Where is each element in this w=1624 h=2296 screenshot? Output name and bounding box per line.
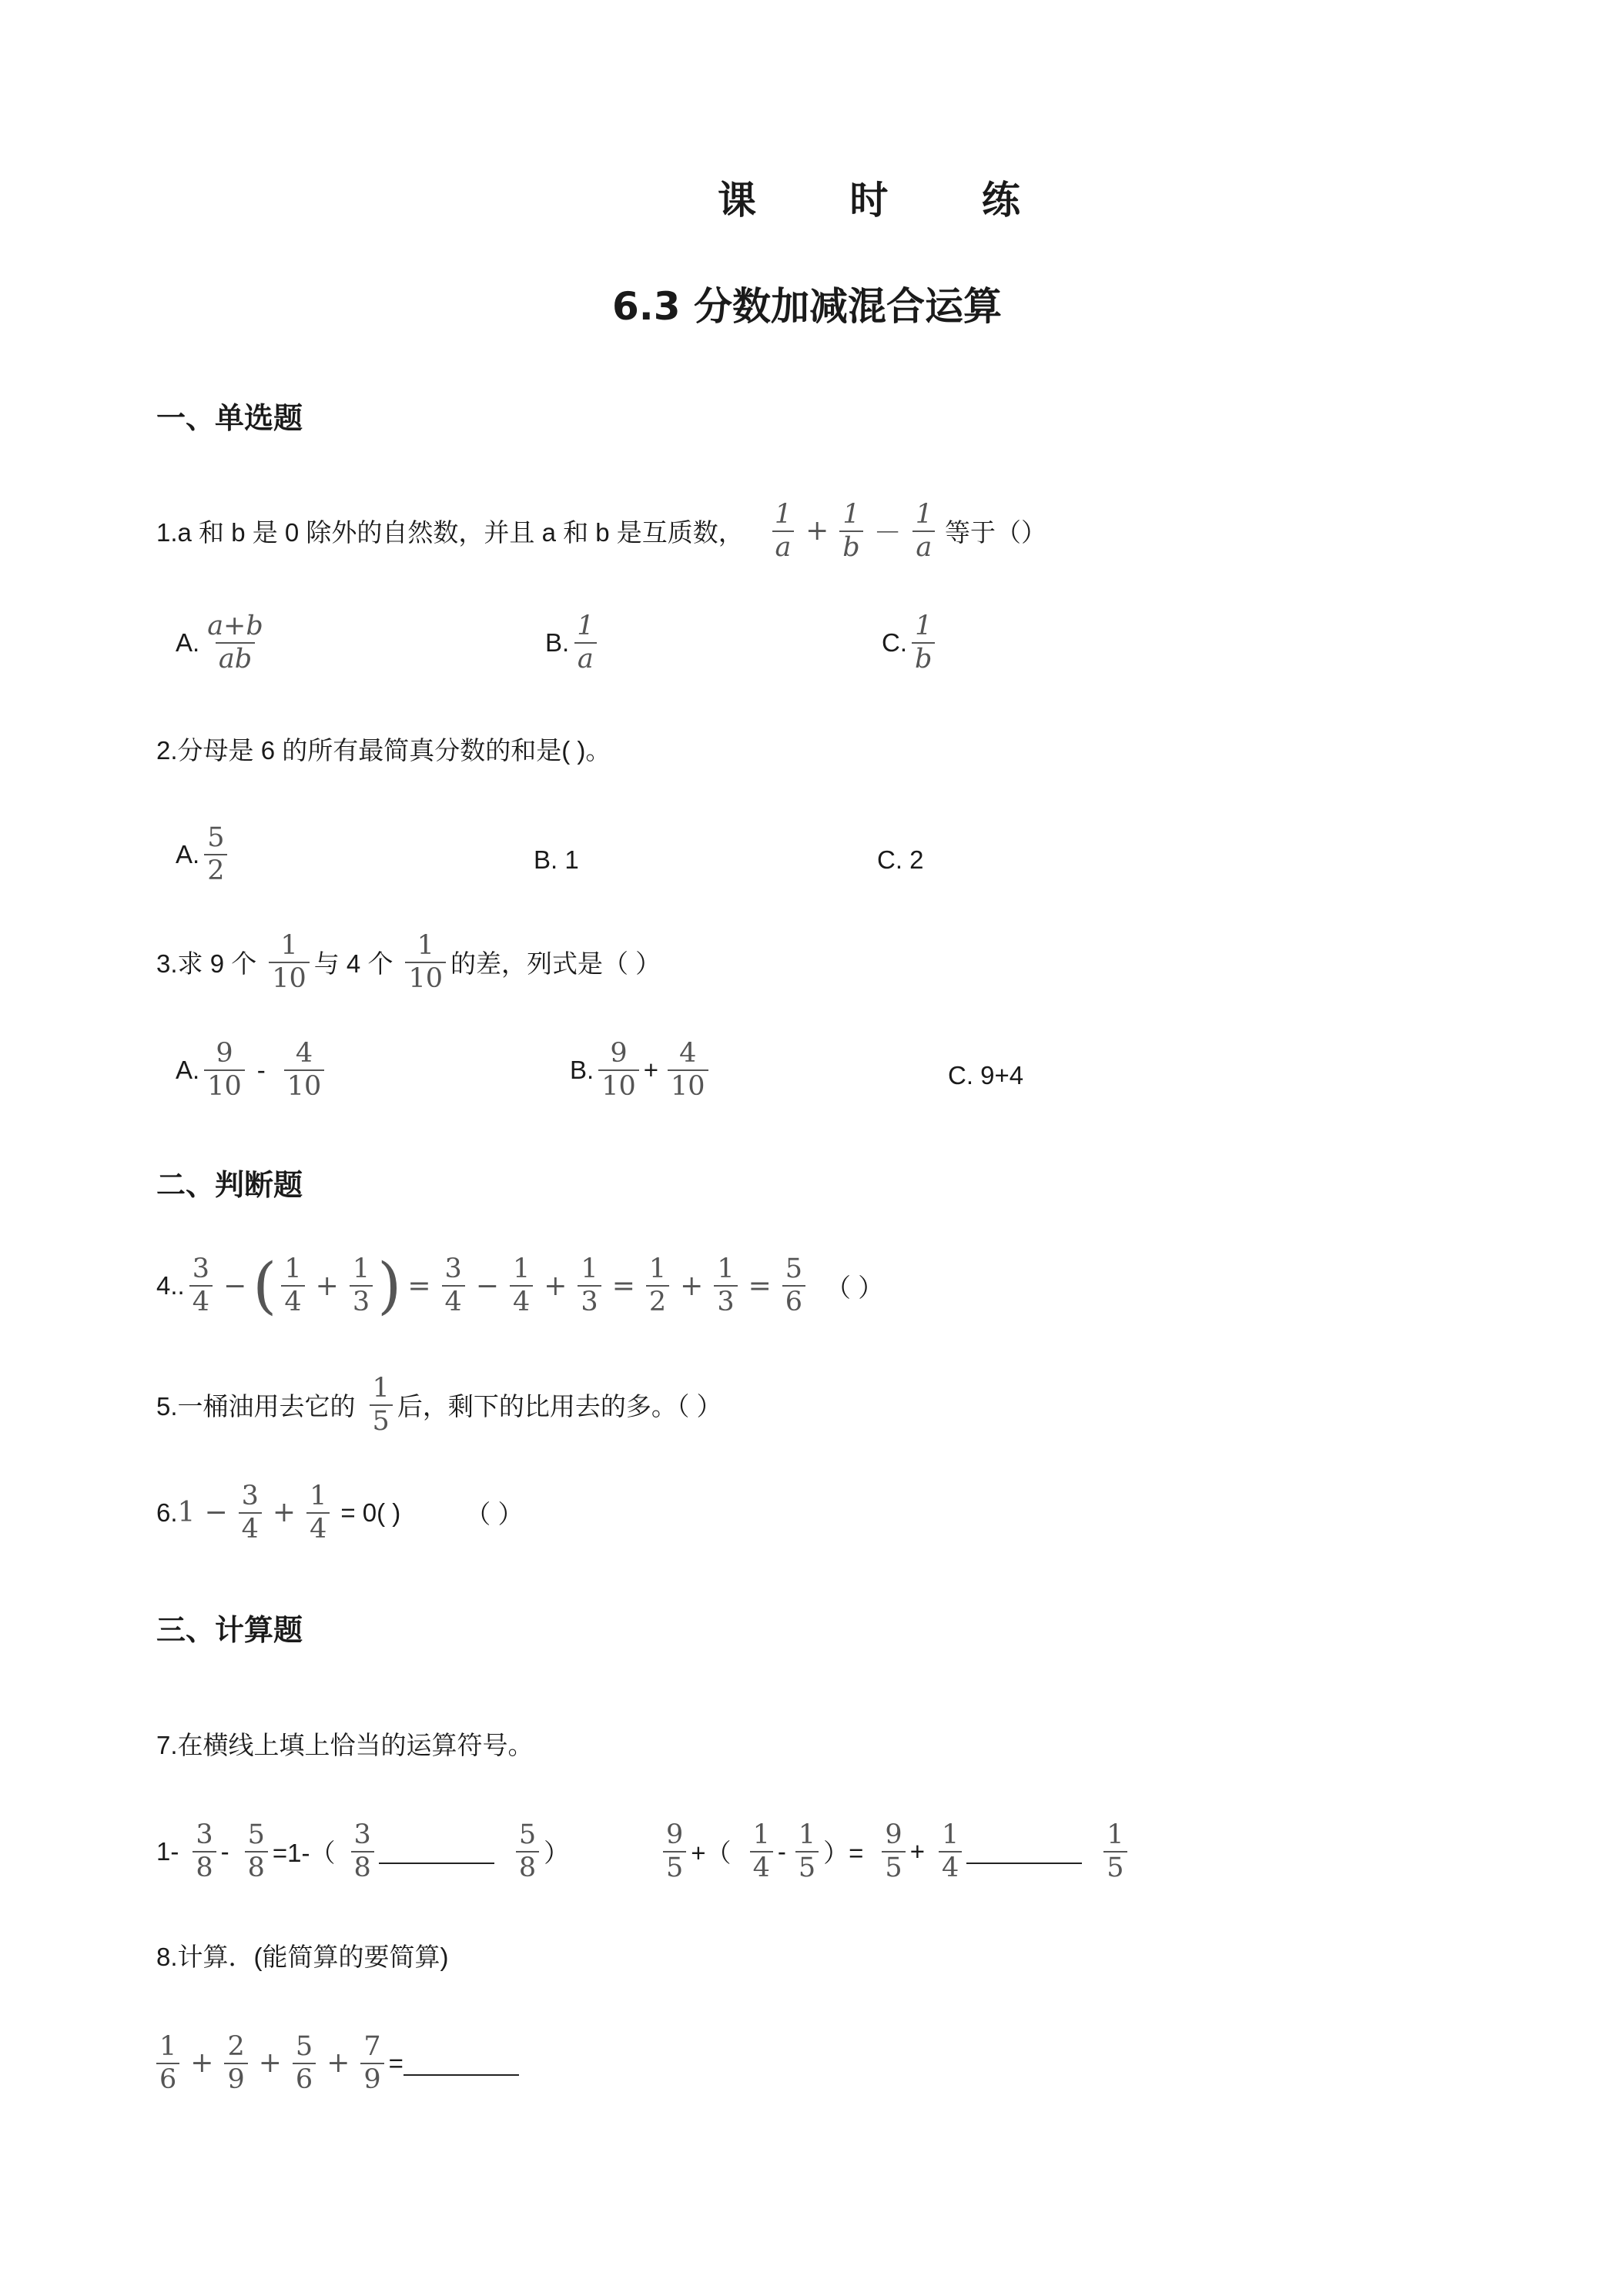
- q7-left-frac-5-8-b: $\frac{5}{8}$: [516, 1821, 539, 1883]
- q7-left-frac-5-8: $\frac{5}{8}$: [245, 1821, 268, 1883]
- question-4: [156, 1250, 884, 1321]
- q1-option-b-label: B.: [545, 628, 570, 657]
- q4-frac-5-6: $\frac{5}{6}$: [782, 1255, 805, 1317]
- q7-right-frac-1-5-b: $\frac{1}{5}$: [1103, 1821, 1127, 1883]
- question-7: 7.在横线上填上恰当的运算符号。: [156, 1731, 534, 1759]
- q1-option-c[interactable]: [882, 612, 939, 674]
- q1-option-a-label: A.: [176, 628, 200, 657]
- q4-frac-1-2: $\frac{1}{2}$: [646, 1255, 669, 1317]
- q6-frac-1-4: $\frac{1}{4}$: [306, 1482, 330, 1544]
- q7-right-close: ）=: [823, 1839, 864, 1868]
- q7-right-frac-9-5-b: $\frac{9}{5}$: [882, 1821, 905, 1883]
- q1-minus: －: [873, 517, 902, 550]
- q4-frac-1-3: $\frac{1}{3}$: [350, 1255, 373, 1317]
- q1-option-c-label: C.: [882, 628, 907, 657]
- q4-right-paren: ): [377, 1250, 402, 1321]
- q6-plus: +: [272, 1497, 296, 1529]
- q7-right-frac-1-4: $\frac{1}{4}$: [750, 1821, 773, 1883]
- q4-plus: +: [315, 1270, 339, 1302]
- question-3: [156, 932, 661, 993]
- q6-one: 1: [177, 1497, 196, 1529]
- question-6-label: 6.: [156, 1498, 178, 1527]
- q7-right-frac-1-4-b: $\frac{1}{4}$: [939, 1821, 962, 1883]
- q7-left-expression: [156, 1821, 569, 1883]
- q5-frac-1-5: $\frac{1}{5}$: [370, 1374, 393, 1436]
- question-8: 8.计算．(能简算的要简算): [156, 1943, 449, 1971]
- q1-fraction-1-over-a-2: $\frac{1}{a}$: [912, 500, 936, 562]
- q7-right-plus: +: [909, 1836, 925, 1866]
- q3-option-c[interactable]: C. 9+4: [948, 1061, 1024, 1089]
- q8-plus-3: +: [326, 2047, 350, 2080]
- q1-option-c-fraction: $\frac{1}{b}$: [912, 612, 935, 674]
- q1-fraction-1-over-b: $\frac{1}{b}$: [839, 500, 862, 562]
- q8-frac-2-9: $\frac{2}{9}$: [224, 2033, 247, 2094]
- q3-option-b-fraction-2: $\frac{4}{10}$: [668, 1039, 708, 1101]
- q3-option-a[interactable]: [176, 1039, 329, 1101]
- q3-fraction-1-over-10: $\frac{1}{10}$: [269, 932, 310, 993]
- q6-frac-3-4: $\frac{3}{4}$: [239, 1482, 262, 1544]
- q4-equals-2: =: [611, 1270, 635, 1302]
- question-3-part-2: 与 4 个: [313, 949, 393, 979]
- q8-equals: =: [388, 2048, 403, 2077]
- q8-answer-blank[interactable]: [403, 2051, 519, 2076]
- q8-expression: [156, 2033, 519, 2094]
- q4-frac-1-3-b: $\frac{1}{3}$: [578, 1255, 601, 1317]
- q7-right-frac-1-5: $\frac{1}{5}$: [795, 1821, 819, 1883]
- q1-option-a[interactable]: [176, 612, 271, 674]
- q1-option-b[interactable]: [545, 612, 601, 674]
- question-1-stem: 1.a 和 b 是 0 除外的自然数，并且 a 和 b 是互质数，: [156, 518, 744, 547]
- q6-answer-bracket[interactable]: （ ）: [465, 1500, 524, 1529]
- q8-plus-1: +: [190, 2047, 214, 2080]
- q1-option-a-fraction: $\frac{a+b}{ab}$: [207, 611, 263, 674]
- q2-option-a-label: A.: [176, 839, 200, 869]
- q8-frac-1-6: $\frac{1}{6}$: [156, 2033, 179, 2094]
- q6-minus: −: [204, 1497, 228, 1529]
- q3-option-b-fraction-1: $\frac{9}{10}$: [598, 1039, 639, 1101]
- q4-plus-3: +: [680, 1270, 704, 1302]
- q4-left-paren: (: [253, 1250, 277, 1321]
- section-heading-single-choice: 一、单选题: [156, 401, 303, 435]
- q4-frac-3-4-b: $\frac{3}{4}$: [442, 1255, 465, 1317]
- q4-minus-2: −: [475, 1270, 499, 1302]
- q6-equals-zero: = 0( ): [340, 1498, 401, 1527]
- section-heading-calculation: 三、计算题: [156, 1613, 303, 1647]
- q3-option-b-operator: +: [643, 1055, 659, 1084]
- q4-minus: −: [223, 1270, 247, 1302]
- q2-option-a-fraction: $\frac{5}{2}$: [204, 824, 227, 885]
- q3-option-b-label: B.: [570, 1055, 594, 1084]
- q1-option-b-fraction: $\frac{1}{a}$: [574, 612, 597, 674]
- q8-plus-2: +: [258, 2047, 282, 2080]
- q4-frac-1-3-c: $\frac{1}{3}$: [714, 1255, 737, 1317]
- q4-equals-1: =: [407, 1270, 431, 1302]
- q7-right-minus: -: [777, 1836, 786, 1866]
- q7-right-expression: [658, 1821, 1132, 1883]
- q2-option-c[interactable]: C. 2: [877, 845, 924, 874]
- q7-left-lead: 1-: [156, 1836, 179, 1866]
- question-5-part-2: 后，剩下的比用去的多。（ ）: [397, 1392, 722, 1421]
- question-6: [156, 1482, 523, 1544]
- q3-option-a-operator: -: [256, 1055, 266, 1084]
- question-5-part-1: 5.一桶油用去它的: [156, 1392, 356, 1421]
- q3-option-a-label: A.: [176, 1055, 200, 1084]
- q3-option-a-fraction-1: $\frac{9}{10}$: [204, 1039, 245, 1101]
- q2-option-a[interactable]: [176, 824, 232, 885]
- q8-frac-7-9: $\frac{7}{9}$: [360, 2033, 383, 2094]
- q1-fraction-1-over-a: $\frac{1}{a}$: [772, 500, 795, 562]
- q4-frac-1-4-b: $\frac{1}{4}$: [510, 1255, 533, 1317]
- question-1-tail: 等于（）: [944, 518, 1046, 547]
- q3-option-b[interactable]: [570, 1039, 713, 1101]
- question-5: [156, 1374, 722, 1436]
- q7-left-frac-3-8: $\frac{3}{8}$: [193, 1821, 216, 1883]
- question-1: [156, 500, 1046, 562]
- q1-plus: +: [805, 515, 829, 547]
- lesson-subtitle: 6.3 分数加减混合运算: [612, 284, 1002, 329]
- question-3-part-3: 的差，列式是（ ）: [450, 949, 661, 979]
- q7-left-minus: -: [220, 1836, 229, 1866]
- q4-answer-bracket[interactable]: （ ）: [825, 1273, 884, 1302]
- question-2: 2.分母是 6 的所有最简真分数的和是( )。: [156, 736, 611, 765]
- q4-equals-3: =: [748, 1270, 772, 1302]
- question-3-part-1: 3.求 9 个: [156, 949, 257, 979]
- q7-left-answer-blank[interactable]: [379, 1839, 494, 1864]
- q7-right-frac-9-5: $\frac{9}{5}$: [663, 1821, 686, 1883]
- q4-frac-3-4: $\frac{3}{4}$: [189, 1255, 213, 1317]
- q8-frac-5-6: $\frac{5}{6}$: [293, 2033, 316, 2094]
- q7-right-answer-blank[interactable]: [966, 1839, 1082, 1864]
- q7-left-frac-3-8-b: $\frac{3}{8}$: [351, 1821, 374, 1883]
- q7-right-open: +（: [691, 1839, 732, 1868]
- q4-frac-1-4: $\frac{1}{4}$: [281, 1255, 304, 1317]
- question-4-label: 4..: [156, 1271, 185, 1300]
- q7-left-close: ）: [544, 1839, 570, 1868]
- q3-fraction-1-over-10-2: $\frac{1}{10}$: [405, 932, 446, 993]
- q4-plus-2: +: [544, 1270, 568, 1302]
- q3-option-a-fraction-2: $\frac{4}{10}$: [284, 1039, 325, 1101]
- q2-option-b[interactable]: B. 1: [534, 845, 579, 874]
- q7-left-mid: =1-（: [272, 1839, 336, 1868]
- page-title: 课 时 练: [718, 178, 1060, 223]
- section-heading-true-false: 二、判断题: [156, 1168, 303, 1202]
